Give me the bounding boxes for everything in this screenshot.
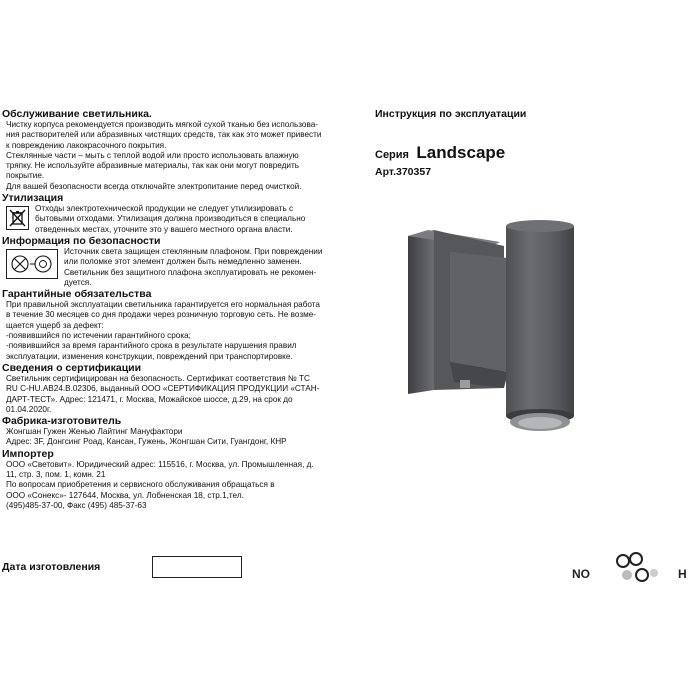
maintenance-text [2, 120, 354, 192]
text-line: эксплуатации, изменения конструкции, повреждений при транспортировке. [6, 351, 293, 361]
text-line: Адрес: 3F, Донгсинг Роад, Кансан, Гужень, Жонгшан Сити, Гуангдонг, КНР [6, 437, 287, 447]
certification-text [2, 374, 354, 415]
text-line: дуется. [64, 277, 92, 287]
maintenance-section [2, 108, 354, 192]
wall-lamp-image [404, 212, 576, 448]
svg-text:NO: NO [572, 567, 590, 581]
text-line: 11, стр. 3, пом. 1, комн. 21 [6, 470, 106, 480]
crossed-out-bin-icon [6, 206, 29, 230]
manufacture-date-row [2, 556, 242, 578]
text-line: тряпку. Не используйте абразивные материалы, так как они могут повредить [6, 161, 300, 171]
disposal-section [2, 192, 354, 235]
warranty-text [2, 300, 354, 362]
text-line: (495)485-37-00, Факс (495) 485-37-63 [6, 500, 147, 510]
safety-text [64, 247, 322, 288]
text-line: Чистку корпуса рекомендуется производить мягкой сухой тканью без использова- [6, 120, 319, 129]
text-line: к повреждению лакокрасочного покрытия. [6, 140, 167, 150]
disposal-title: Утилизация [2, 192, 64, 205]
text-line: ООО «Световит». Юридический адрес: 115516, г. Москва, ул. Промышленная, д. [6, 459, 314, 469]
series-label: Серия [375, 149, 409, 161]
series-name: Landscape [416, 143, 506, 162]
disposal-row [2, 204, 354, 235]
manufacturer-text [2, 427, 354, 448]
manufacture-date-label: Дата изготовления [2, 561, 101, 573]
safety-section [2, 235, 354, 288]
left-column [2, 108, 354, 511]
no-glass-cover-icon [6, 249, 58, 279]
importer-section [2, 448, 354, 511]
svg-text:H: H [678, 567, 687, 581]
article-number: Арт.370357 [375, 166, 432, 178]
text-line: ДАРТ-ТЕСТ». Адрес: 121471, г. Москва, Можайское шоссе, д.29, на срок до [6, 394, 293, 404]
safety-title: Информация по безопасности [2, 234, 161, 247]
manufacture-date-field[interactable] [152, 556, 242, 578]
certification-title: Сведения о сертификации [2, 361, 142, 374]
text-line: 01.04.2020г. [6, 404, 52, 414]
text-line: ООО «Сонекс»- 127644, Москва, ул. Лобненская 18, стр.1,тел. [6, 490, 244, 500]
text-line: При правильной эксплуатации светильника гарантируется его нормальная работа [6, 300, 320, 310]
text-line: щается ущерб за дефект: [6, 320, 104, 330]
text-line: Светильник без защитного плафона эксплуатировать не рекомен- [64, 267, 317, 277]
text-line: ния растворителей или абразивных чистящих средств, так как это может привести [6, 130, 322, 140]
text-line: Стеклянные части – мыть с теплой водой или просто использовать влажную [6, 150, 299, 160]
warranty-section [2, 288, 354, 362]
text-line: Светильник сертифицирован на безопасность. Сертификат соответствия № ТС [6, 373, 310, 383]
text-line: Для вашей безопасности всегда отключайте электропитание перед очисткой. [6, 181, 302, 191]
text-line: -появившийся по истечении гарантийного срока; [6, 331, 191, 341]
manufacturer-section [2, 415, 354, 448]
maintenance-title: Обслуживание светильника. [2, 108, 152, 120]
text-line: RU С-HU.АВ24.В.02306, выданный ООО «СЕРТИФИКАЦИЯ ПРОДУКЦИИ «СТАН- [6, 384, 320, 394]
brand-logo [572, 545, 690, 585]
text-line: -появившийся за время гарантийного срока в результате нарушения правил [6, 341, 297, 351]
importer-title: Импортер [2, 447, 54, 460]
text-line: Отходы электротехнической продукции не следует утилизировать с [35, 204, 294, 214]
text-line: Жонгшан Гужен Женью Лайтинг Мануфактори [6, 427, 183, 437]
importer-text [2, 460, 354, 511]
text-line: или поломке этот элемент должен быть немедленно заменен. [64, 257, 302, 267]
text-line: покрытие. [6, 171, 45, 181]
text-line: По вопросам приобретения и сервисного обслуживания обращаться в [6, 480, 275, 490]
manufacturer-title: Фабрика-изготовитель [2, 415, 122, 428]
certification-section [2, 362, 354, 415]
safety-row [2, 247, 354, 288]
text-line: в течение 30 месяцев со дня продажи через розничную торговую сеть. Не возме- [6, 310, 317, 320]
warranty-title: Гарантийные обязательства [2, 288, 152, 301]
text-line: Источник света защищен стеклянным плафоном. При повреждении [64, 246, 323, 256]
text-line: бытовыми отходами. Утилизация должна производиться в специально [35, 214, 306, 224]
instruction-title: Инструкция по эксплуатации [375, 108, 527, 120]
series-heading [375, 143, 505, 163]
text-line: отведенных местах, уточните это у вашего местного органа власти. [35, 224, 293, 234]
disposal-text [35, 204, 305, 235]
